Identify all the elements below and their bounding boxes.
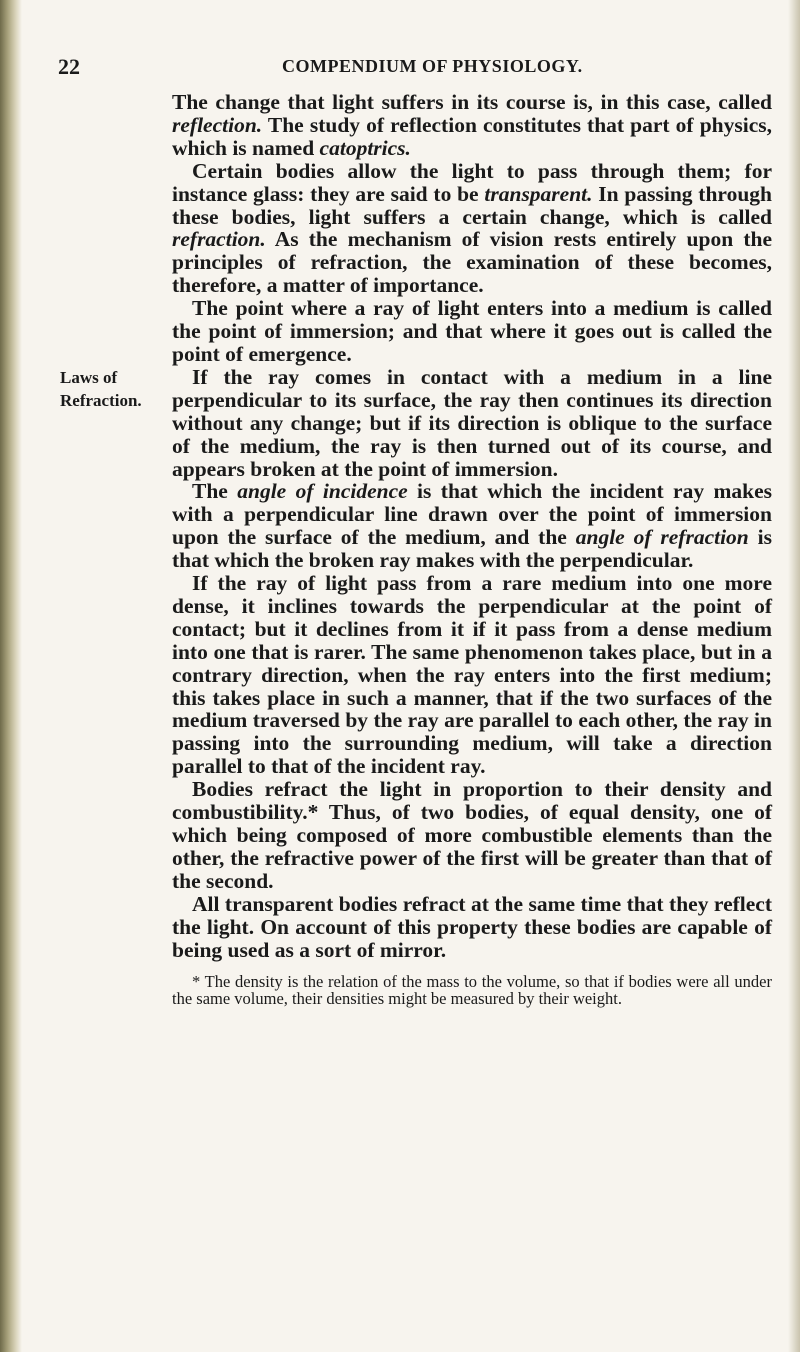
margin-note-line: Refraction. (60, 391, 142, 410)
footnote (172, 973, 772, 1007)
paragraph: If the ray comes in contact with a medium in a line perpendicular to its surface, the ray then continues its direction without any change; but if its direction is oblique to the surface of the medium, the ray is then turned out of its course, and appears broken at the point of immersion. (172, 364, 772, 481)
paragraph: The angle of incidence is that which the incident ray makes with a perpendicular line drawn over the point of immersion upon the surface of the medium, and the angle of refraction is that which the broken ray makes with the perpendicular. (172, 479, 772, 573)
paragraph: The point where a ray of light enters into a medium is called the point of immersion; and that where it goes out is called the point of emergence. (172, 296, 772, 366)
footnote-text: * The density is the relation of the mass to the volume, so that if bodies were all under the same volume, their densities might be measured by their weight. (172, 972, 772, 1008)
emphasis: refraction. (172, 227, 266, 252)
paragraph: Certain bodies allow the light to pass through them; for instance glass: they are said to be transparent. In passing through these bodies, light suffers a certain change, which is called refraction. As the mechanism of vision rests entirely upon the principles of refraction, the examination of these becomes, therefore, a matter of importance. (172, 158, 772, 298)
emphasis: transparent. (484, 181, 593, 206)
page-header (58, 54, 748, 84)
emphasis: reflection. (172, 112, 263, 137)
page-edge (788, 0, 800, 1352)
paragraph: All transparent bodies refract at the same time that they reflect the light. On account of this property these bodies are capable of being used as a sort of mirror. (172, 891, 772, 962)
margin-note (60, 366, 142, 412)
page-gutter (0, 0, 22, 1352)
body-text (172, 91, 772, 961)
paragraph: The change that light suffers in its course is, in this case, called reflection. The study of reflection constitutes that part of physics, which is named catoptrics. (172, 90, 772, 160)
emphasis: angle of incidence (237, 479, 408, 504)
paragraph: If the ray of light pass from a rare medium into one more dense, it inclines towards the perpendicular at the point of contact; but it declines from it if it pass from a dense medium into one that is rarer. The same phenomenon takes place, but in a contrary direction, when the ray enters into the first medium; this takes place in such a manner, that if the two surfaces of the medium traversed by the ray are parallel to each other, the ray in passing into the surrounding medium, will take a direction parallel to that of the incident ray. (172, 571, 772, 779)
emphasis: catoptrics. (319, 135, 411, 160)
emphasis: angle of refraction (575, 525, 749, 550)
margin-note-line: Laws of (60, 368, 118, 387)
page-number: 22 (58, 54, 80, 79)
running-head: COMPENDIUM OF PHYSIOLOGY. (282, 56, 583, 76)
paragraph: Bodies refract the light in proportion to their density and combustibility.* Thus, of two bodies, of equal density, one of which being composed of more combustible elements than the other, the refractive power of the first will be greater than that of the second. (172, 777, 772, 893)
